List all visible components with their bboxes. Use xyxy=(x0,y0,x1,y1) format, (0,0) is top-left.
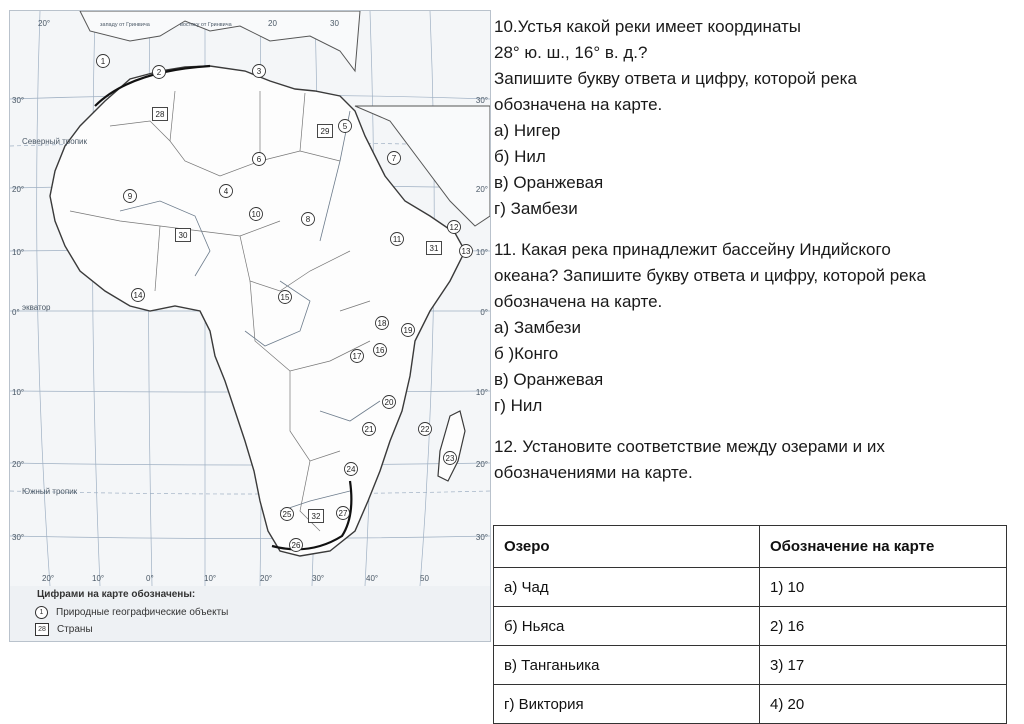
africa-contour-map xyxy=(9,10,491,642)
question-11 xyxy=(494,237,1014,419)
natural-object-marker-number: 8 xyxy=(305,215,311,224)
natural-object-marker-number: 10 xyxy=(251,210,261,219)
natural-object-marker-number: 22 xyxy=(420,425,430,434)
answer-option: в) Оранжевая xyxy=(494,173,604,192)
natural-object-marker-number: 11 xyxy=(392,235,402,244)
question-10-line: 28° ю. ш., 16° в. д.? xyxy=(494,43,648,62)
latitude-label-right: 0° xyxy=(480,308,488,317)
column-header-lake: Озеро xyxy=(494,526,760,568)
natural-object-marker-number: 26 xyxy=(291,541,301,550)
natural-object-marker-number: 3 xyxy=(256,67,262,76)
map-number-cell: 2) 16 xyxy=(760,607,1007,646)
answer-option: а) Замбези xyxy=(494,318,581,337)
country-marker-number: 32 xyxy=(311,512,321,521)
natural-object-marker-number: 7 xyxy=(391,154,397,163)
lake-cell: г) Виктория xyxy=(494,685,760,724)
latitude-label-right: 20° xyxy=(475,185,488,194)
table-header-row xyxy=(494,526,1007,568)
country-marker-number: 28 xyxy=(155,110,165,119)
legend-row-country xyxy=(35,623,93,636)
latitude-label-left: 10° xyxy=(12,248,25,257)
column-header-map-label: Обозначение на карте xyxy=(760,526,1007,568)
natural-object-marker-number: 12 xyxy=(449,223,459,232)
longitude-label-top: 30 xyxy=(330,19,339,28)
longitude-label-bottom: 20° xyxy=(260,574,273,583)
madagascar-outline xyxy=(438,411,465,481)
legend-country-label: Страны xyxy=(57,624,93,635)
question-10-line: 10.Устья какой реки имеет координаты xyxy=(494,17,802,36)
question-11-line: обозначена на карте. xyxy=(494,292,663,311)
country-marker-number: 29 xyxy=(320,127,330,136)
natural-object-marker-number: 23 xyxy=(445,454,455,463)
country-marker-number: 30 xyxy=(178,231,188,240)
natural-object-marker-number: 19 xyxy=(403,326,413,335)
bottom-longitude-labels xyxy=(42,574,429,583)
lake-cell: б) Ньяса xyxy=(494,607,760,646)
south-tropic-label: Южный тропик xyxy=(22,487,78,496)
north-tropic-label: Северный тропик xyxy=(22,137,88,146)
latitude-label-left: 30° xyxy=(12,533,25,542)
answer-option: а) Нигер xyxy=(494,121,561,140)
natural-object-marker-number: 6 xyxy=(256,155,262,164)
natural-object-marker-number: 20 xyxy=(384,398,394,407)
left-latitude-labels xyxy=(12,96,24,542)
question-11-line: 11. Какая река принадлежит бассейну Индийского xyxy=(494,240,891,259)
natural-object-marker-number: 4 xyxy=(223,187,229,196)
answer-option: б )Конго xyxy=(494,344,559,363)
question-10-line: обозначена на карте. xyxy=(494,95,663,114)
latitude-label-right: 10° xyxy=(475,248,488,257)
natural-object-marker-number: 13 xyxy=(461,247,471,256)
longitude-label-bottom: 0° xyxy=(146,574,154,583)
legend-title: Цифрами на карте обозначены: xyxy=(37,589,196,600)
lake-cell: в) Танганьика xyxy=(494,646,760,685)
answer-option: г) Нил xyxy=(494,396,543,415)
question-12-line: 12. Установите соответствие между озерами и их xyxy=(494,437,885,456)
longitude-label-bottom: 10° xyxy=(204,574,217,583)
latitude-label-left: 20° xyxy=(12,460,25,469)
longitude-label-top: 20 xyxy=(268,19,277,28)
longitude-label-bottom: 50 xyxy=(420,574,429,583)
natural-object-marker-number: 5 xyxy=(342,122,348,131)
map-number-cell: 1) 10 xyxy=(760,568,1007,607)
question-12 xyxy=(494,434,1014,486)
natural-object-marker-number: 9 xyxy=(127,192,133,201)
natural-object-marker-number: 18 xyxy=(377,319,387,328)
table-row xyxy=(494,568,1007,607)
natural-object-marker-number: 2 xyxy=(156,68,162,77)
map-legend xyxy=(10,586,490,641)
question-11-line: океана? Запишите букву ответа и цифру, которой река xyxy=(494,266,926,285)
map-number-cell: 4) 20 xyxy=(760,685,1007,724)
legend-row-natural xyxy=(35,606,228,619)
natural-object-marker-number: 1 xyxy=(100,57,106,66)
longitude-label-bottom: 20° xyxy=(42,574,55,583)
natural-object-marker-number: 27 xyxy=(338,509,348,518)
table-row xyxy=(494,685,1007,724)
longitude-label-bottom: 10° xyxy=(92,574,105,583)
country-marker-number: 31 xyxy=(429,244,439,253)
natural-object-marker-number: 14 xyxy=(133,291,143,300)
natural-object-marker-number: 24 xyxy=(346,465,356,474)
latitude-label-right: 10° xyxy=(475,388,488,397)
longitude-label-bottom: 40° xyxy=(366,574,379,583)
legend-square-marker: 28 xyxy=(35,623,49,636)
legend-natural-label: Природные географические объекты xyxy=(56,607,229,618)
question-12-line: обозначениями на карте. xyxy=(494,463,693,482)
longitude-label-top: западу от Гринвича xyxy=(100,22,150,28)
longitude-label-top: востоку от Гринвича xyxy=(180,22,232,28)
natural-object-marker-number: 17 xyxy=(352,352,362,361)
longitude-label-bottom: 30° xyxy=(312,574,325,583)
latitude-label-left: 20° xyxy=(12,185,25,194)
natural-object-marker-number: 15 xyxy=(280,293,290,302)
answer-option: г) Замбези xyxy=(494,199,578,218)
table-row xyxy=(494,646,1007,685)
natural-object-marker-number: 25 xyxy=(282,510,292,519)
map-drawing xyxy=(10,11,490,586)
natural-object-marker-number: 21 xyxy=(364,425,374,434)
question-10 xyxy=(494,14,1014,222)
legend-circle-marker: 1 xyxy=(35,606,48,619)
answer-option: б) Нил xyxy=(494,147,546,166)
latitude-label-left: 30° xyxy=(12,96,25,105)
latitude-label-left: 0° xyxy=(12,308,20,317)
latitude-label-left: 10° xyxy=(12,388,25,397)
map-number-cell: 3) 17 xyxy=(760,646,1007,685)
latitude-label-right: 30° xyxy=(475,96,488,105)
questions-block xyxy=(494,14,1014,486)
table-row xyxy=(494,607,1007,646)
answer-option: в) Оранжевая xyxy=(494,370,604,389)
longitude-label-top: 20° xyxy=(38,19,51,28)
lake-cell: а) Чад xyxy=(494,568,760,607)
latitude-label-right: 20° xyxy=(475,460,488,469)
latitude-label-right: 30° xyxy=(475,533,488,542)
natural-object-marker-number: 16 xyxy=(375,346,385,355)
equator-label: экватор xyxy=(22,303,51,312)
lakes-matching-table xyxy=(493,525,1007,724)
question-10-line: Запишите букву ответа и цифру, которой река xyxy=(494,69,857,88)
europe-coast xyxy=(80,11,360,71)
